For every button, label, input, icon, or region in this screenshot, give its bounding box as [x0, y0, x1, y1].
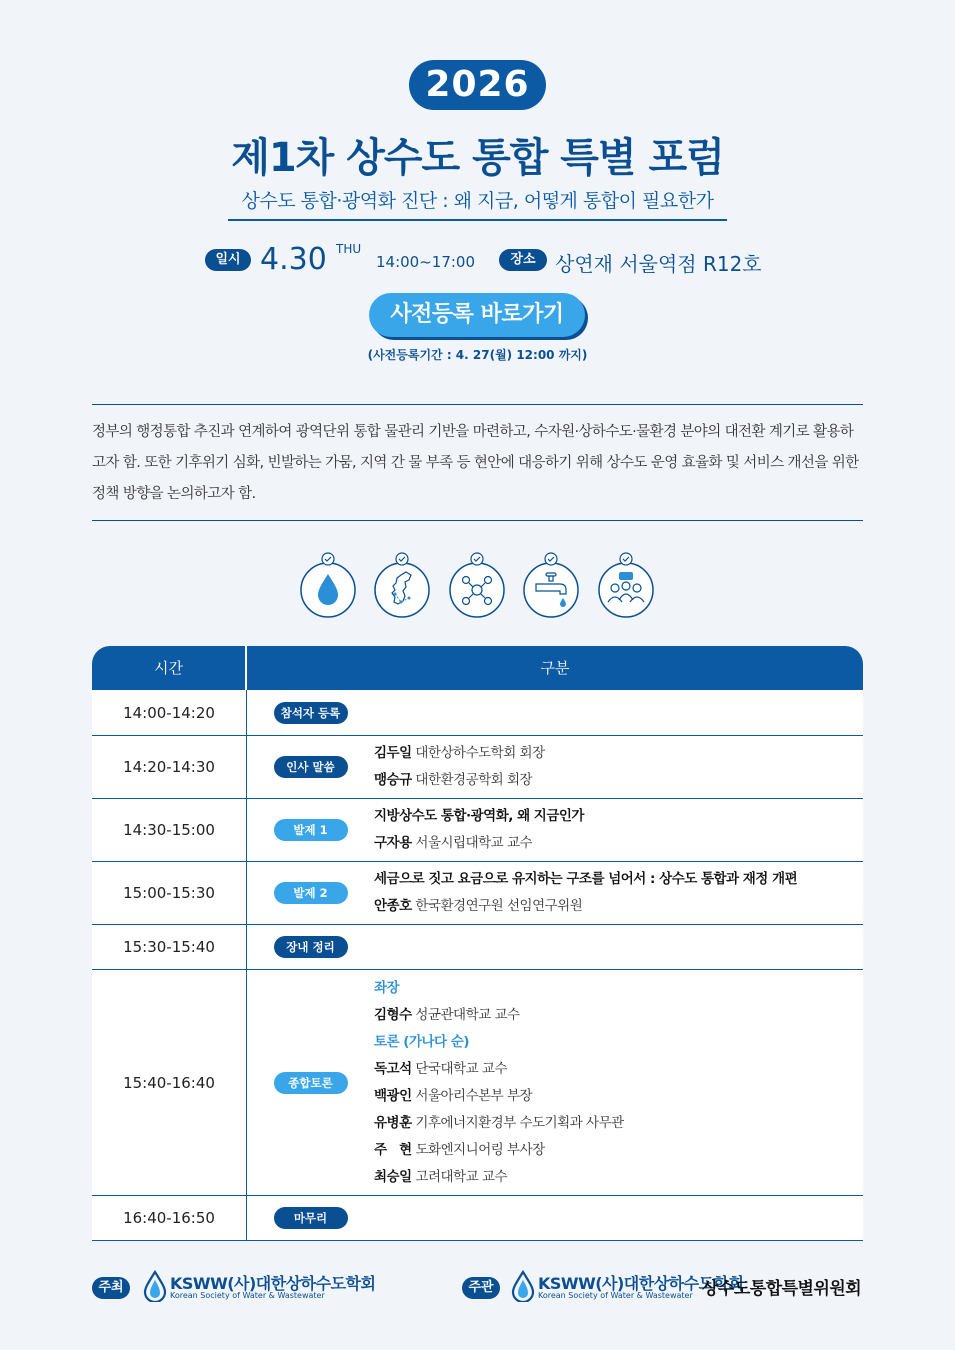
- logo-text: KSWW(사)대한상하수도학회: [538, 1274, 744, 1293]
- footer: [0, 1268, 955, 1308]
- speaker-line: 김형수 성균관대학교 교수: [374, 1006, 520, 1023]
- speaker-line: 유병훈 기후에너지환경부 수도기획과 사무관: [374, 1114, 624, 1131]
- row-time: 15:30-15:40: [92, 925, 247, 969]
- kssw-logo: [510, 1270, 744, 1306]
- row-time: 14:00-14:20: [92, 690, 247, 735]
- year-badge: 2026: [409, 60, 546, 110]
- row-time: 15:00-15:30: [92, 862, 247, 924]
- row-time: 16:40-16:50: [92, 1196, 247, 1240]
- committee-name: 상수도통합특별위원회: [702, 1279, 862, 1299]
- session-tag: 마무리: [274, 1207, 348, 1229]
- page-subtitle: 상수도 통합·광역화 진단 : 왜 지금, 어떻게 통합이 필요한가: [228, 186, 727, 221]
- people-discussion-icon: [597, 550, 655, 620]
- session-tag: 인사 말씀: [274, 756, 348, 778]
- logo-subtext: Korean Society of Water & Wastewater: [170, 1291, 325, 1300]
- faucet-icon: [522, 550, 580, 620]
- water-drop-logo-icon: [510, 1270, 536, 1302]
- event-weekday: THU: [336, 242, 362, 256]
- event-time: 14:00~17:00: [376, 253, 476, 271]
- speaker-line: 최승일 고려대학교 교수: [374, 1168, 507, 1185]
- talk-title: 세금으로 짓고 요금으로 유지하는 구조를 넘어서 : 상수도 통합과 재정 개편: [374, 871, 798, 887]
- icon-row: [0, 550, 955, 620]
- network-icon: [448, 550, 506, 620]
- logo-text: KSWW(사)대한상하수도학회: [170, 1274, 376, 1293]
- row-time: 14:20-14:30: [92, 736, 247, 798]
- table-row: [92, 1196, 863, 1241]
- table-row: [92, 690, 863, 736]
- speaker-line: 안종호 한국환경연구원 선임연구위원: [374, 898, 583, 914]
- speaker-line: 맹승규 대한환경공학회 회장: [374, 772, 533, 788]
- speaker-line: 독고석 단국대학교 교수: [374, 1060, 507, 1077]
- speaker-line: 김두일 대한상하수도학회 회장: [374, 745, 545, 761]
- session-tag: 종합토론: [274, 1072, 348, 1094]
- table-row: [92, 862, 863, 925]
- water-drop-logo-icon: [142, 1270, 168, 1302]
- event-venue: 상연재 서울역점 R12호: [555, 252, 762, 276]
- date-label-badge: 일시: [205, 249, 251, 271]
- table-header: [92, 646, 863, 690]
- host-label-badge: 주최: [92, 1277, 130, 1299]
- register-period: (사전등록기간 : 4. 27(월) 12:00 까지): [367, 348, 588, 362]
- kssw-logo: [142, 1270, 376, 1306]
- venue-label-badge: 장소: [499, 249, 547, 271]
- table-row: [92, 925, 863, 970]
- page-title: 제1차 상수도 통합 특별 포럼: [231, 135, 724, 181]
- table-row: [92, 799, 863, 862]
- organizer-label-badge: 주관: [462, 1277, 500, 1299]
- register-button[interactable]: 사전등록 바로가기: [369, 293, 585, 337]
- description-text: 정부의 행정통합 추진과 연계하여 광역단위 통합 물관리 기반을 마련하고, 수자원·상하수도·물환경 분야의 대전환 계기로 활용하고자 함. 또한 기후위기 심화, 빈발하는 가뭄, 지역 간 물 부족 등 현안에 대응하기 위해 상수도 운영 효율화 및 서비스 개선을 위한 정책 방향을 논의하고자 함.: [92, 424, 859, 502]
- session-tag: 참석자 등록: [274, 702, 348, 724]
- session-tag: 장내 정리: [274, 936, 348, 958]
- speaker-line: 주 현 도화엔지니어링 부사장: [374, 1141, 545, 1158]
- header-time: 시간: [92, 646, 247, 690]
- table-row: [92, 736, 863, 799]
- row-time: 15:40-16:40: [92, 970, 247, 1195]
- schedule-table: [92, 646, 863, 1241]
- talk-title: 지방상수도 통합·광역화, 왜 지금인가: [374, 808, 584, 824]
- logo-subtext: Korean Society of Water & Wastewater: [538, 1291, 693, 1300]
- row-time: 14:30-15:00: [92, 799, 247, 861]
- header-category: 구분: [540, 659, 570, 677]
- korea-map-icon: [373, 550, 431, 620]
- event-info: [0, 242, 955, 278]
- panel-heading: 토론 (가나다 순): [374, 1033, 469, 1050]
- moderator-heading: 좌장: [374, 979, 400, 996]
- table-row: [92, 970, 863, 1196]
- event-date: 4.30: [260, 242, 327, 277]
- session-tag: 발제 1: [274, 819, 348, 841]
- description-box: [92, 404, 863, 521]
- water-drop-icon: [299, 550, 357, 620]
- speaker-line: 백광인 서울아리수본부 부장: [374, 1087, 533, 1104]
- session-tag: 발제 2: [274, 882, 348, 904]
- speaker-line: 구자용 서울시립대학교 교수: [374, 835, 533, 851]
